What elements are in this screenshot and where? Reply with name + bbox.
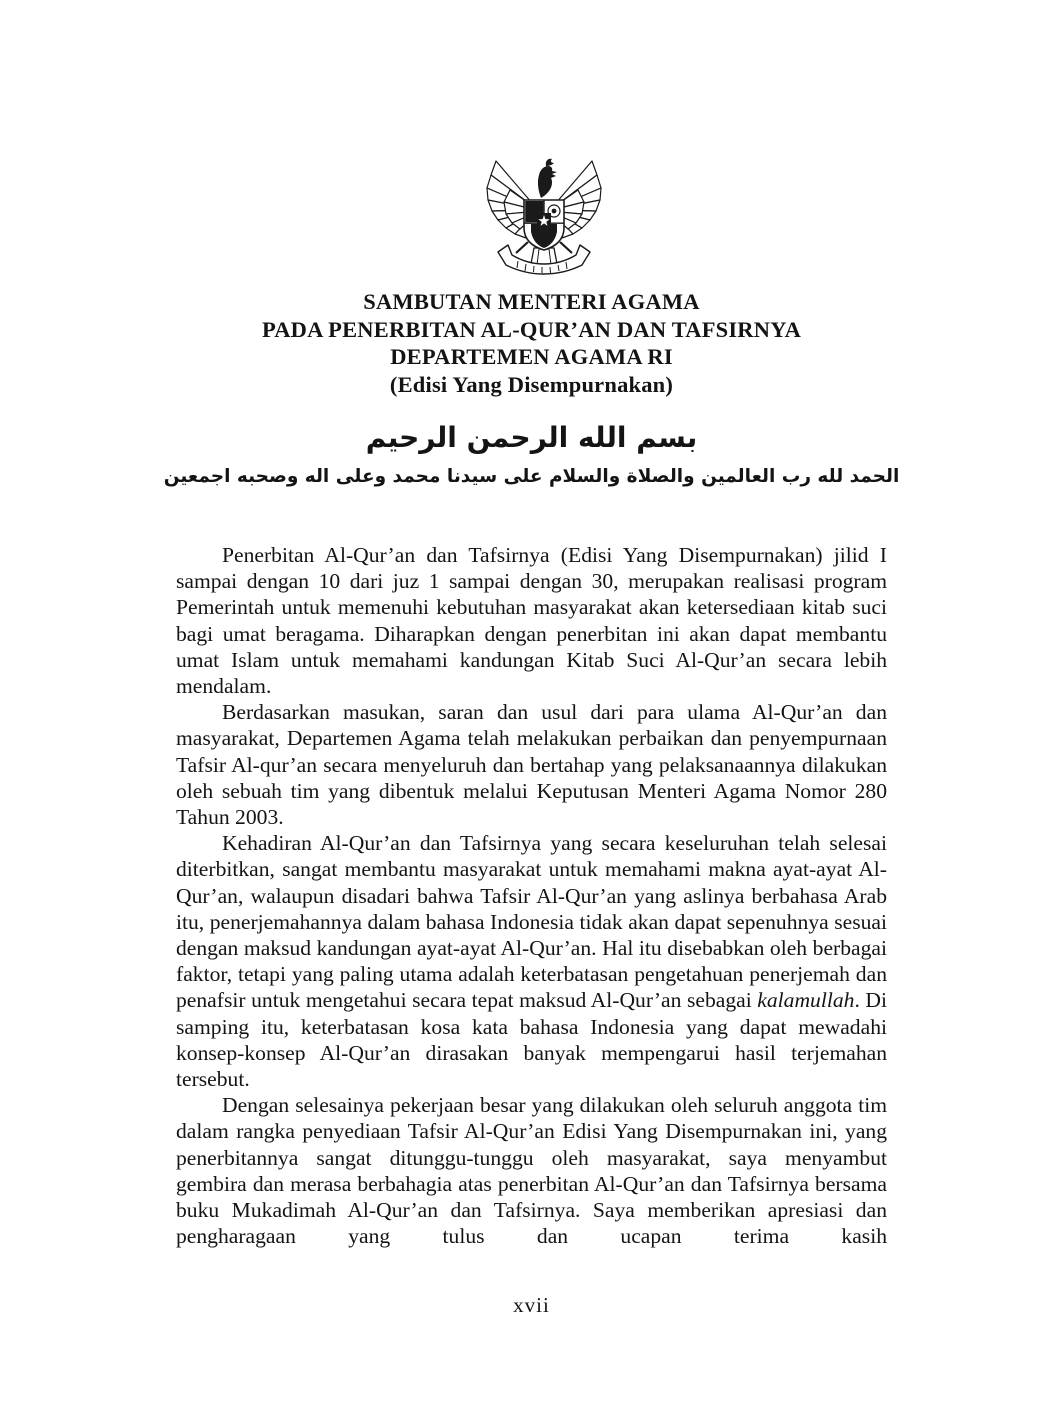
title-line-4: (Edisi Yang Disempurnakan) <box>389 371 674 397</box>
paragraph-1-text: Penerbitan Al-Qur’an dan Tafsirnya (Edisi Yang Disempurnakan) jilid I sampai dengan 10 dari juz 1 sampai dengan 30, merupakan realisasi program Pemerintah untuk memenuhi kebutuhan masyarakat akan ketersediaan kitab suci bagi umat beragama. Diharapkan dengan penerbitan ini akan dapat membantu umat Islam untuk memahami kandungan Kitab Suci Al-Qur’an secara lebih mendalam. <box>176 543 887 699</box>
garuda-pancasila-icon <box>484 148 604 280</box>
paragraph-2 <box>176 699 887 830</box>
page-number: xvii <box>513 1293 550 1317</box>
arabic-hamdalah: الحمد لله رب العالمين والصلاة والسلام على سيدنا محمد وعلى اله وصحبه اجمعين <box>163 466 900 487</box>
title-line-2: PADA PENERBITAN AL-QUR’AN DAN TAFSIRNYA <box>261 316 802 342</box>
document-title <box>176 288 887 398</box>
body-text <box>176 542 887 1249</box>
paragraph-3 <box>176 830 887 1092</box>
paragraph-4-text: Dengan selesainya pekerjaan besar yang dilakukan oleh seluruh anggota tim dalam rangka penyediaan Tafsir Al-Qur’an Edisi Yang Disempurnakan ini, yang penerbitannya sangat ditunggu-tunggu oleh masyarakat, saya menyambut gembira dan merasa berbahagia atas penerbitan Al-Qur’an dan Tafsirnya bersama buku Mukadimah Al-Qur’an dan Tafsirnya. Saya memberikan apresiasi dan pengharagaan yang tulus dan ucapan terima kasih <box>176 1093 887 1249</box>
paragraph-3-text-b: . Di samping itu, keterbatasan kosa kata bahasa Indonesia yang dapat mewadahi konsep-konsep Al-Qur’an dirasakan banyak mempengarui hasil terjemahan tersebut. <box>176 988 887 1092</box>
paragraph-4 <box>176 1092 887 1249</box>
title-line-3: DEPARTEMEN AGAMA RI <box>390 344 673 369</box>
arabic-basmalah: بسم الله الرحمن الرحيم <box>365 421 698 454</box>
paragraph-2-text: Berdasarkan masukan, saran dan usul dari para ulama Al-Qur’an dan masyarakat, Departemen Agama telah melakukan perbaikan dan penyempurnaan Tafsir Al-qur’an secara menyeluruh dan bertahap yang pelaksanaannya dilakukan oleh sebuah tim yang dibentuk melalui Keputusan Menteri Agama Nomor 280 Tahun 2003. <box>176 700 887 830</box>
paragraph-3-italic-term: kalamullah <box>757 988 855 1013</box>
garuda-pancasila-emblem <box>484 148 604 280</box>
title-line-1: SAMBUTAN MENTERI AGAMA <box>363 289 700 314</box>
paragraph-1 <box>176 542 887 699</box>
paragraph-3-text-a: Kehadiran Al-Qur’an dan Tafsirnya yang secara keseluruhan telah selesai diterbitkan, sangat membantu masyarakat untuk memahami makna ayat-ayat Al-Qur’an, walaupun disadari bahwa Tafsir Al-Qur’an yang aslinya berbahasa Arab itu, penerjemahannya dalam bahasa Indonesia tidak akan dapat sepenuhnya sesuai dengan maksud kandungan ayat-ayat Al-Qur’an. Hal itu disebabkan oleh berbagai faktor, tetapi yang paling utama adalah keterbatasan pengetahuan penerjemah dan penafsir untuk mengetahui secara tepat maksud Al-Qur’an sebagai <box>176 831 887 1013</box>
